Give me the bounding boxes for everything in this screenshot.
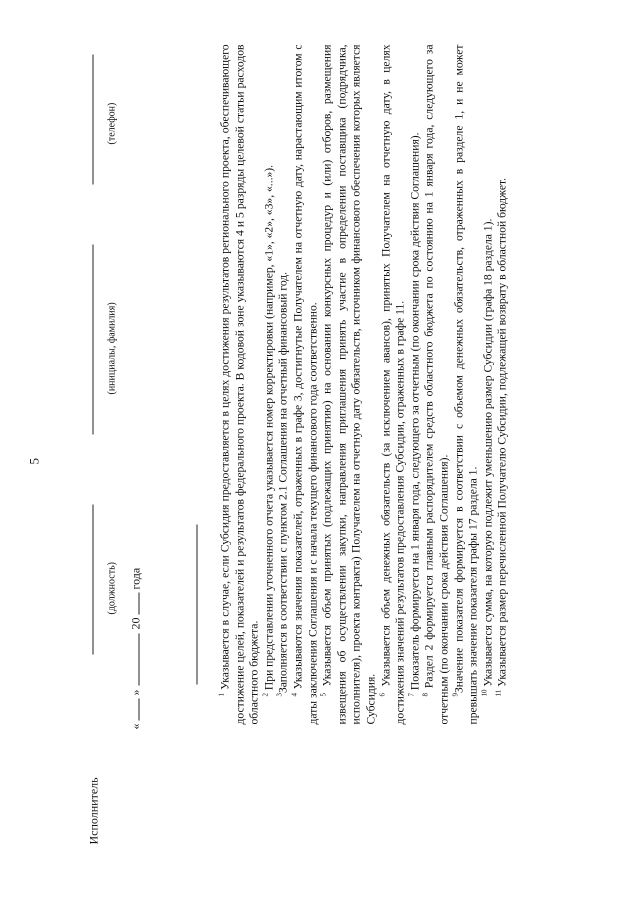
page-number: 5 — [26, 458, 42, 465]
name-line — [93, 245, 94, 435]
position-line — [93, 505, 94, 655]
name-caption: (инициалы, фамилия) — [106, 302, 118, 395]
date-quote-open: « — [128, 723, 143, 730]
date-quote-close: » — [128, 689, 143, 696]
footnote: $^4$ Указываются значения показателей, отраженных в графе 3, достигнутые Получателем на отчетную дату, нарастающим итогом с даты заключения Соглашения и с начала текущего финансового года соответственно. — [290, 44, 320, 725]
month-blank — [129, 634, 140, 686]
footnote: $^9$Значение показателя формируется в соответствии с объемом денежных обязательств, отраженных в разделе 1, и не может превышать значение показателя графы 17 раздела 1. — [451, 44, 480, 725]
footnote: $^1$ Указывается в случае, если Субсидия предоставляется в целях достижения результатов регионального проекта, обеспечивающего достижение целей, показателей и результатов федерального проекта. В кодовой зоне указываются 4 и 5 разряды целевой статьи расходов областного бюджета. — [217, 44, 261, 725]
footnote-separator — [197, 525, 198, 685]
day-blank — [129, 699, 140, 721]
rotated-page — [1, 0, 640, 905]
phone-caption: (телефон) — [106, 102, 118, 145]
footnote: $^5$ Указывается объем принятых (подлежащих принятию) на основании конкурсных процедур и (или) отборов, размещения извещения об осуществлении закупки, направления приглашения принять участие в определении поставщика (подрядчика, исполнителя), проекта контракта) Получателем на отчетную дату обязательств, источником финансового обеспечения которых является Субсидия. — [319, 44, 378, 725]
executor-label: Исполнитель — [86, 777, 101, 845]
date-century: 20 — [128, 617, 143, 630]
footnote: $^2$ При представлении уточненного отчета указывается номер корректировки (например, «1», «2», «3», «...»). — [261, 164, 276, 697]
footnote: $^{11}$ Указывается размер перечисленной Получателю Субсидии, подлежащей возврату в областной бюджет. — [494, 177, 509, 697]
phone-line — [93, 55, 94, 185]
footnote: $^6$ Указывается объем денежных обязательств (за исключением авансов), принятых Получателем на отчетную дату, в целях достижения значений результатов предоставления Субсидии, отраженных в графе 11. — [378, 44, 407, 725]
signature-block — [67, 0, 118, 905]
footnote: $^7$ Показатель формируется на 1 января года, следующего за отчетным (по окончании срока действия Соглашения). — [407, 132, 422, 697]
position-caption: (должность) — [106, 562, 118, 615]
year-blank — [129, 593, 140, 615]
footnote: $^3$Заполняется в соответствии с пунктом 2.1 Соглашения на отчетный финансовый год. — [276, 271, 290, 697]
footnote: $^8$ Раздел 2 формируется главным распорядителем средств областного бюджета по состоянию на 1 января года, следующего за отчетным (по окончании срока действия Соглашения). — [421, 44, 451, 725]
date-line — [129, 568, 144, 730]
footnote: $^{10}$ Указывается сумма, на которую подлежит уменьшению размер Субсидии (графа 18 раздела 1). — [480, 218, 495, 697]
footnotes — [219, 45, 511, 725]
date-suffix: года — [128, 567, 143, 590]
